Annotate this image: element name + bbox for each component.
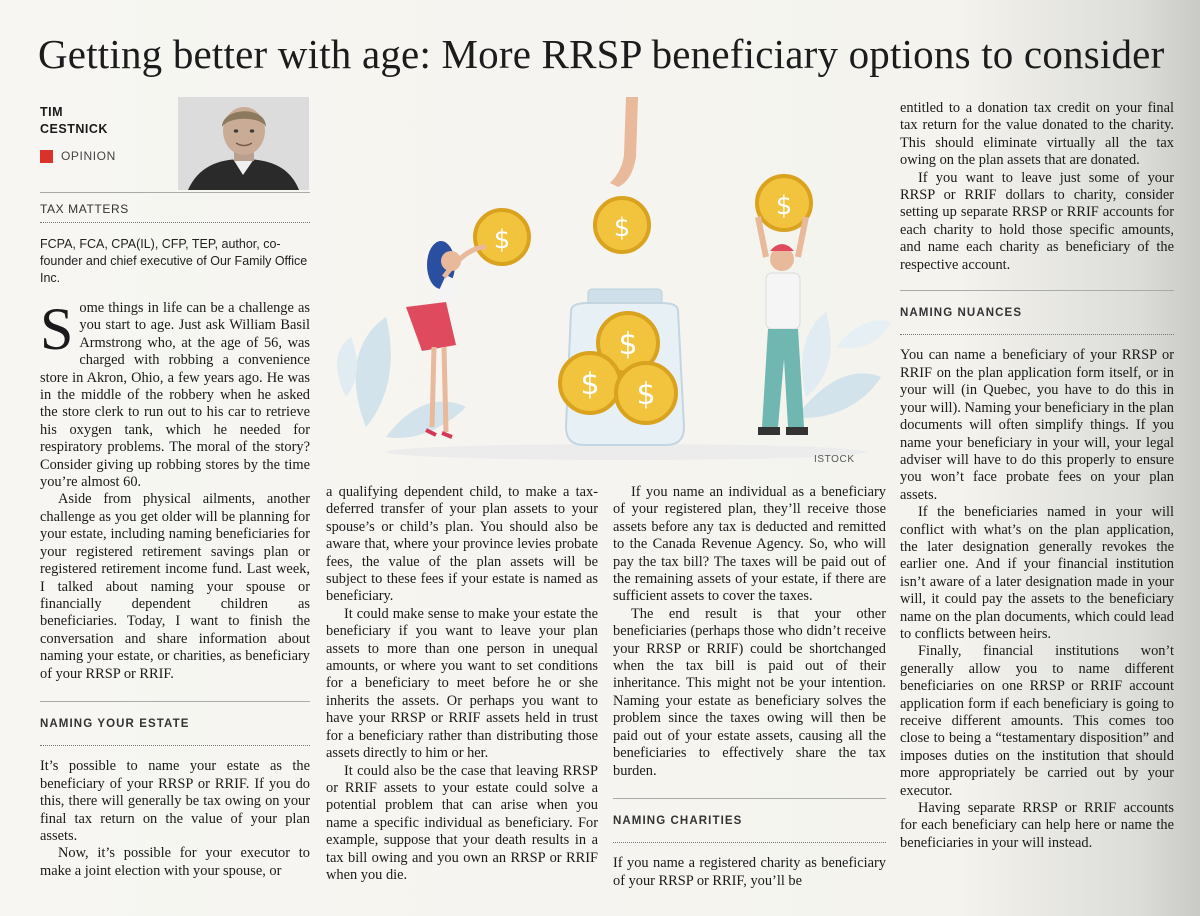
paragraph	[40, 296, 310, 491]
paragraph: The end result is that your other beneficiaries (perhaps those who didn’t receive your RRSP or RRIF) could be shortchanged when the tax bill is paid out of their inheritance. This might not be your intention. Naming your estate as beneficiary solves the problem since the taxes owing will then be paid out of your estate assets, causing all the beneficiaries to effectively share the tax burden.	[613, 605, 886, 779]
svg-text:$: $	[636, 377, 656, 412]
paragraph: a qualifying dependent child, to make a tax-deferred transfer of your plan assets to your spouse’s or child’s plan. You should also be aware that, where your province levies probate fees, the value of the plan assets will be subject to these fees if your estate is named as beneficiary.	[326, 484, 598, 605]
paragraph: It’s possible to name your estate as the beneficiary of your RRSP or RRIF. If you do this, there will generally be tax owing on your final tax return on the value of your plan assets.	[40, 758, 310, 844]
headline: Getting better with age: More RRSP beneficiary options to consider	[38, 31, 1165, 77]
opinion-label	[40, 149, 116, 163]
subhead-block	[613, 798, 886, 830]
subhead-block	[900, 290, 1174, 322]
paragraph: Now, it’s possible for your executor to make a joint election with your spouse, or	[40, 845, 310, 879]
author-bio: FCPA, FCA, CPA(IL), CFP, TEP, author, co-founder and chief executive of Our Family Office Inc.	[40, 237, 308, 285]
paragraph-text: ome things in life can be a challenge as you start to age. Just ask William Basil Armstrong who, at the age of 56, was charged with robbing a convenience store in Akron, Ohio, a few years ago. He was in the middle of the robbery when he asked the store clerk to run out to his car to retrieve his oxygen tank, which he needed for respiratory problems. The moral of the story? Consider giving up robbing stores by the time you’re almost 60.	[40, 300, 310, 491]
svg-text:$: $	[613, 213, 631, 243]
opinion-square-icon	[40, 150, 53, 163]
illustration	[326, 97, 894, 469]
man-figure-icon	[758, 217, 808, 435]
byline-divider	[40, 192, 310, 193]
column-2	[326, 484, 598, 884]
author-byline	[40, 104, 170, 138]
column-name-divider	[40, 222, 310, 223]
svg-text:$: $	[775, 191, 793, 221]
column-3	[613, 484, 886, 890]
svg-text:$: $	[580, 367, 600, 402]
author-portrait-icon	[178, 97, 309, 190]
column-4	[900, 100, 1174, 852]
paragraph: You can name a beneficiary of your RRSP or RRIF on the plan application form itself, or in your will (in Quebec, you have to do this in your will). Naming your beneficiary in the plan documents will often simplify things. If you name your beneficiary in your will, your legal adviser will have to do this properly to ensure you won’t face probate fees on your plan assets.	[900, 347, 1174, 503]
paragraph: Having separate RRSP or RRIF accounts for each beneficiary can help here or name the beneficiaries in your will instead.	[900, 800, 1174, 851]
svg-text:$: $	[493, 225, 511, 255]
drop-cap: S	[40, 296, 74, 362]
opinion-text: OPINION	[61, 149, 116, 163]
paragraph: It could also be the case that leaving RRSP or RRIF assets to your estate could solve a potential problem that can arise when you name a specific individual as beneficiary. For example, suppose that your death results in a tax bill owing and you own an RRSP or RRIF when you die.	[326, 762, 598, 883]
svg-text:$: $	[618, 327, 638, 362]
column-1	[40, 296, 310, 880]
paragraph: If you name a registered charity as beneficiary of your RRSP or RRIF, you’ll be	[613, 855, 886, 889]
column-name: TAX MATTERS	[40, 202, 129, 216]
subhead-block	[40, 701, 310, 733]
subhead-naming-charities: NAMING CHARITIES	[613, 814, 743, 827]
paragraph: It could make sense to make your estate the beneficiary if you want to leave your plan assets to more than one person in unequal amounts, or where you want to set conditions for a beneficiary to meet before he or she inherits the assets. Or perhaps you want to have your RRSP or RRIF assets held in trust for a beneficiary rather than distributing those assets directly to him or her.	[326, 605, 598, 762]
subhead-divider	[900, 334, 1174, 335]
author-first-name: TIM	[40, 105, 64, 119]
subhead-divider	[40, 745, 310, 746]
paragraph: Finally, financial institutions won’t generally allow you to name different beneficiaries on one RRSP or RRIF account application form if each beneficiary is going to receive different amounts. This comes too close to being a “testamentary disposition” and imposes duties on the institution that should more appropriately be carried out by your executor.	[900, 643, 1174, 799]
coins-jar-illustration	[326, 97, 894, 469]
woman-figure-icon	[406, 241, 486, 437]
subhead-naming-your-estate: NAMING YOUR ESTATE	[40, 717, 190, 730]
author-photo	[178, 97, 309, 190]
paragraph: If you want to leave just some of your RRSP or RRIF dollars to charity, consider setting up separate RRSP or RRIF accounts for each charity to hold those specific amounts, and name each charity as beneficiary of the respective account.	[900, 169, 1174, 273]
paragraph: entitled to a donation tax credit on your final tax return for the value donated to the charity. This should eliminate virtually all the tax owing on the plan assets that are donated.	[900, 100, 1174, 169]
subhead-naming-nuances: NAMING NUANCES	[900, 307, 1023, 320]
author-last-name: CESTNICK	[40, 122, 108, 136]
paragraph: If you name an individual as a beneficiary of your registered plan, they’ll receive those assets before any tax is deducted and remitted to the Canada Revenue Agency. So, who will pay the tax bill? The taxes will be paid out of the remaining assets of your estate, if there are sufficient assets to cover the taxes.	[613, 484, 886, 605]
subhead-divider	[613, 842, 886, 843]
image-credit: ISTOCK	[814, 454, 855, 465]
paragraph: Aside from physical ailments, another challenge as you get older will be planning for your estate, including naming beneficiaries for your registered retirement savings plan or registered retirement income fund. Last week, I talked about naming your spouse or financially dependent children as beneficiaries. Today, I want to finish the conversation and share information about naming your estate, or charities, as beneficiary of your RRSP or RRIF.	[40, 491, 310, 682]
paragraph: If the beneficiaries named in your will conflict with what’s on the plan application, the later designation generally revokes the earlier one. And if your financial institution isn’t aware of a later designation made in your will, it could pay the assets to the beneficiary name on the plan documents, which could lead to conflicts between heirs.	[900, 504, 1174, 642]
